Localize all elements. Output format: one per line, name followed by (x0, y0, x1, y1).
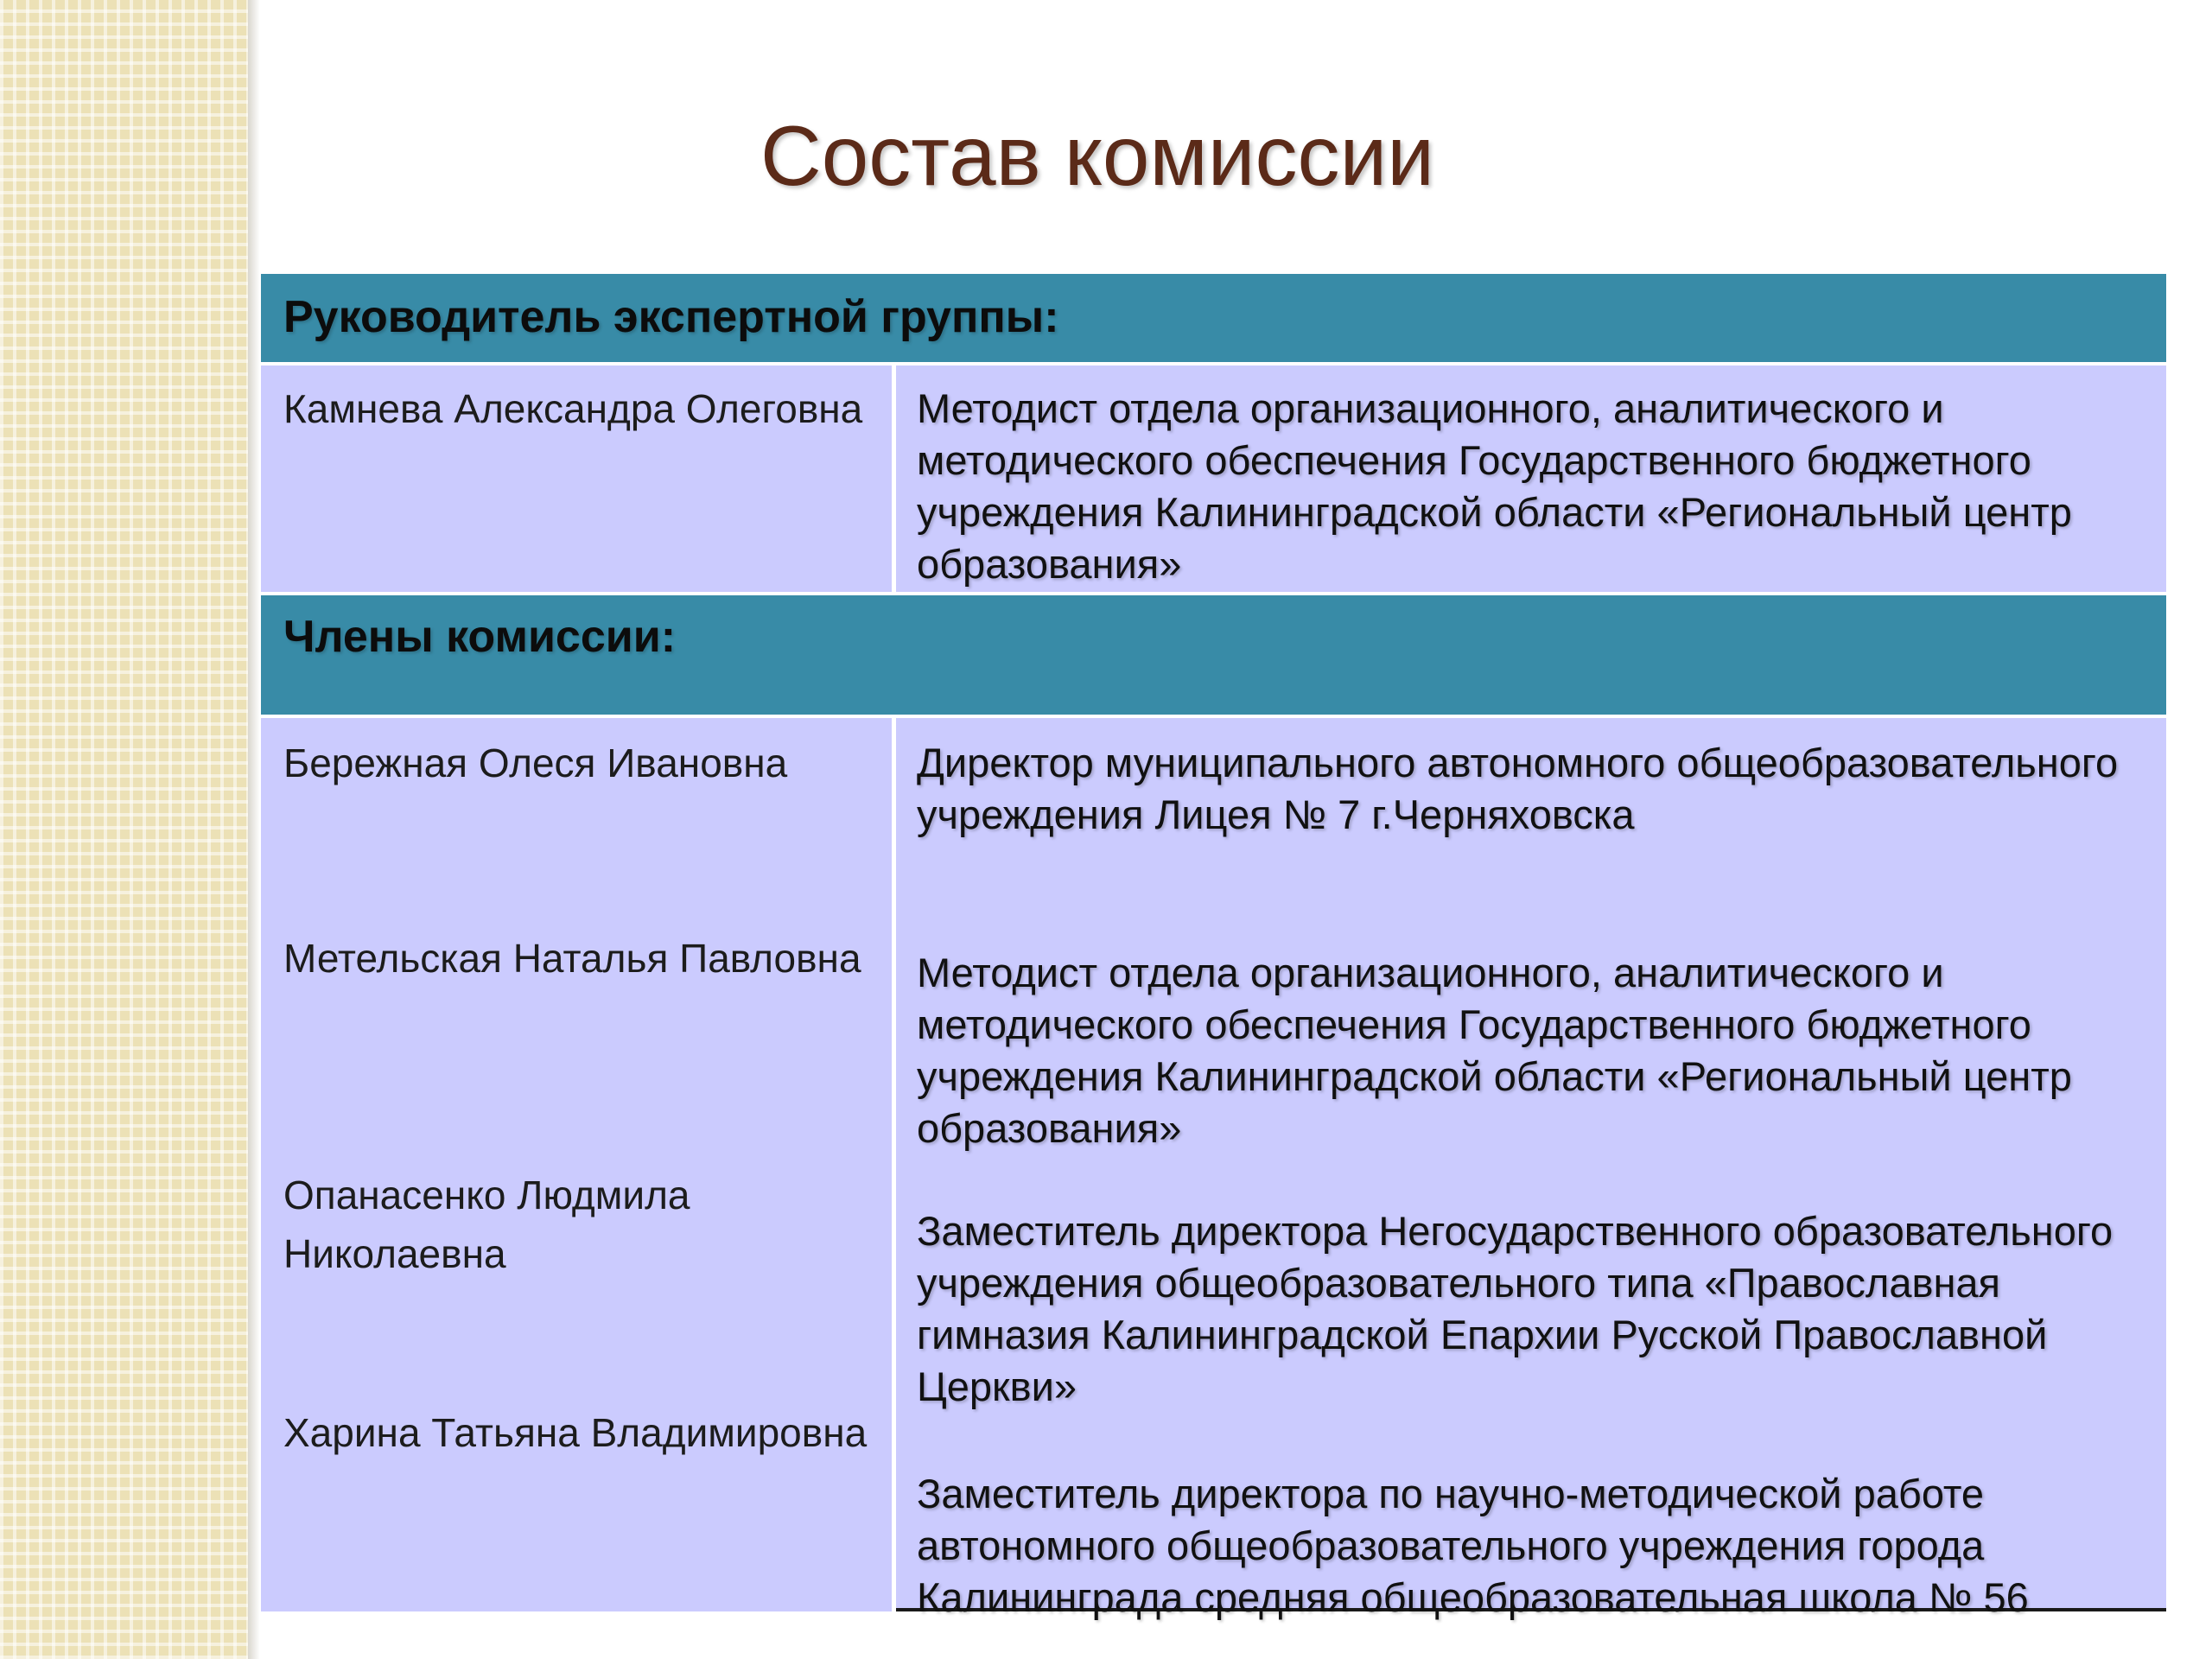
members-section-heading: Члены комиссии: (283, 612, 677, 662)
leader-row (261, 365, 2166, 595)
member-role: Заместитель директора по научно-методической работе автономного общеобразовательного учреждения города Калининграда средняя общеобразовательная школа № 56 (917, 1471, 2029, 1620)
leader-role: Методист отдела организационного, аналитического и методического обеспечения Государственного бюджетного учреждения Калининградской области «Региональный центр образования» (917, 385, 2072, 587)
page-title: Состав комиссии (760, 108, 1434, 203)
member-roles-column (896, 718, 2166, 1620)
member-role: Заместитель директора Негосударственного образовательного учреждения общеобразовательного типа «Православная гимназия Калининградской Епархии Русской Православной Церкви» (917, 1208, 2113, 1409)
member-role: Директор муниципального автономного общеобразовательного учреждения Лицея № 7 г.Черняховска (917, 740, 2119, 837)
member-name: Бережная Олеся Ивановна (283, 741, 788, 785)
leader-section-header (261, 274, 2166, 365)
members-row (261, 718, 2166, 1620)
member-role: Методист отдела организационного, аналитического и методического обеспечения Государственного бюджетного учреждения Калининградской области «Региональный центр образования» (917, 950, 2072, 1151)
members-section-header (261, 595, 2166, 718)
member-name: Метельская Наталья Павловна (283, 936, 861, 981)
member-name: Опанасенко Людмила Николаевна (283, 1173, 690, 1276)
side-strip-shadow (248, 0, 260, 1659)
leader-section-heading: Руководитель экспертной группы: (283, 292, 1059, 342)
commission-table (261, 274, 2166, 1620)
leader-name: Камнева Александра Олеговна (261, 365, 896, 592)
member-name: Харина Татьяна Владимировна (283, 1410, 868, 1455)
member-names-column (261, 718, 896, 1611)
decorative-side-strip (0, 0, 248, 1659)
